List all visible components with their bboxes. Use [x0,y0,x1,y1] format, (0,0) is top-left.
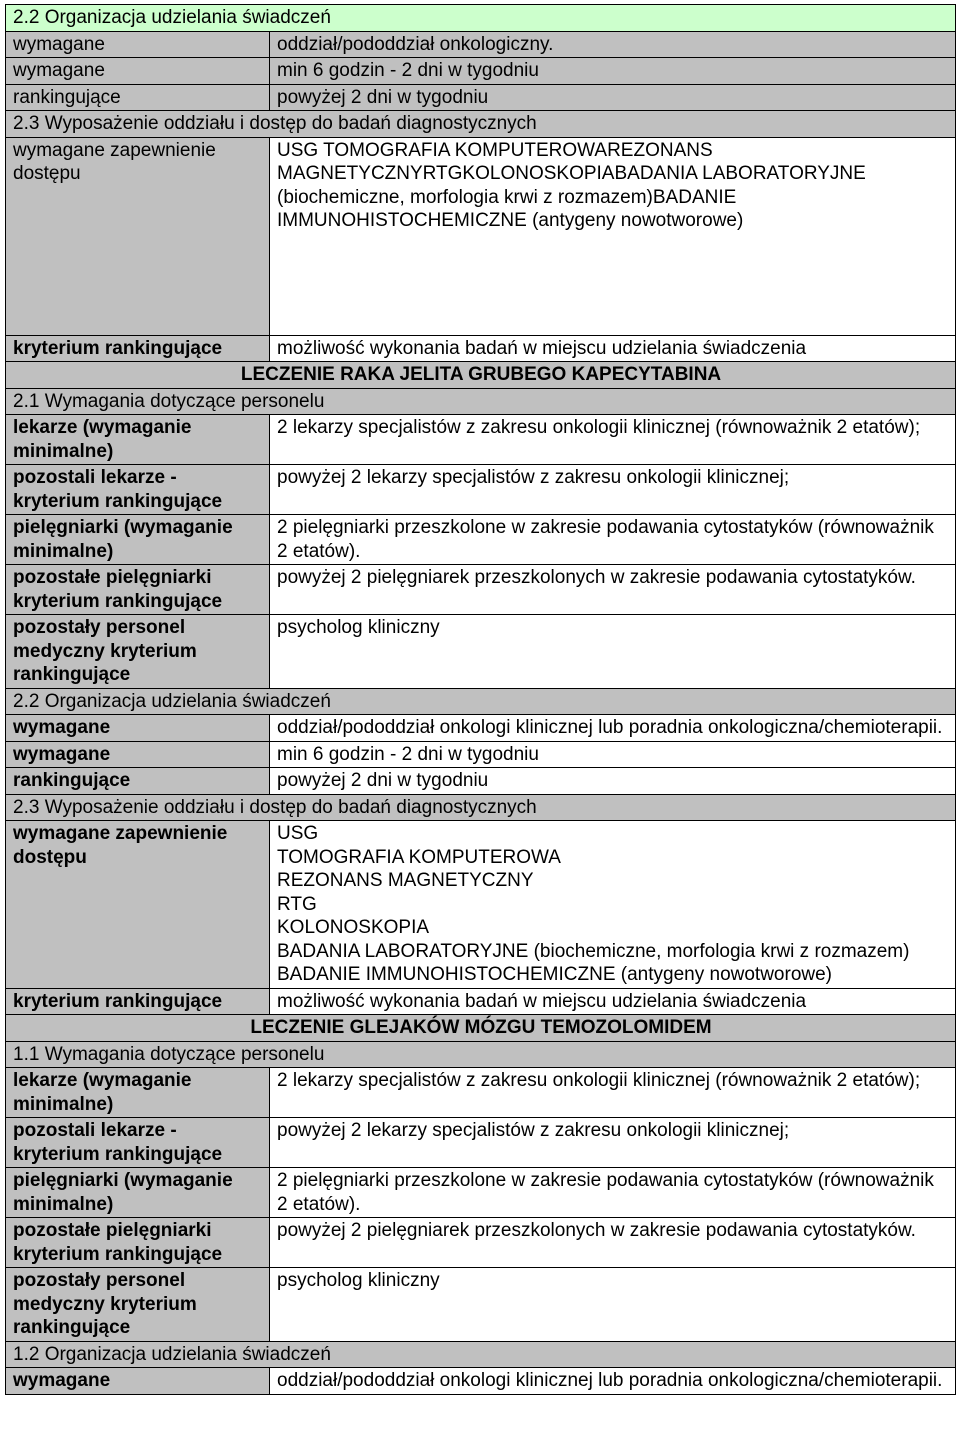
row-label: wymagane [6,1368,270,1395]
table-row [6,615,956,689]
row-label: rankingujące [6,768,270,795]
row-value: powyżej 2 dni w tygodniu [270,84,956,111]
table-row [6,821,956,989]
table-row [6,335,956,362]
row-label: pozostałe pielęgniarki kryterium rankingujące [6,565,270,615]
row-label: wymagane [6,58,270,85]
row-label: pozostali lekarze - kryterium rankingujące [6,465,270,515]
equipment-line: BADANIA LABORATORYJNE (biochemiczne, morfologia krwi z rozmazem) [277,940,910,962]
table-row [6,1218,956,1268]
equipment-list [270,821,956,989]
row-value: psycholog kliniczny [270,1268,956,1342]
table-row [6,1168,956,1218]
title-row [6,1015,956,1042]
row-label: wymagane zapewnienie dostępu [6,137,270,335]
section-heading: 1.1 Wymagania dotyczące personelu [6,1041,956,1068]
table-row [6,565,956,615]
row-label: wymagane zapewnienie dostępu [6,821,270,989]
row-label: wymagane [6,31,270,58]
section-row [6,388,956,415]
table-row [6,1268,956,1342]
equipment-line: USG TOMOGRAFIA KOMPUTEROWAREZONANS [277,139,713,161]
section-heading: 2.1 Wymagania dotyczące personelu [6,388,956,415]
table-row [6,1118,956,1168]
table-row [6,58,956,85]
equipment-line: TOMOGRAFIA KOMPUTEROWA [277,846,561,868]
section-row [6,111,956,138]
section-heading: 2.2 Organizacja udzielania świadczeń [6,688,956,715]
section-row [6,5,956,32]
row-label: lekarze (wymaganie minimalne) [6,415,270,465]
row-label: rankingujące [6,84,270,111]
equipment-line: MAGNETYCZNYRTGKOLONOSKOPIABADANIA LABORATORYJNE [277,163,866,184]
row-value: oddział/pododdział onkologi klinicznej lub poradnia onkologiczna/chemioterapii. [270,1368,956,1395]
row-value: psycholog kliniczny [270,615,956,689]
table-row [6,415,956,465]
row-label: pielęgniarki (wymaganie minimalne) [6,1168,270,1218]
row-label: lekarze (wymaganie minimalne) [6,1068,270,1118]
equipment-line: KOLONOSKOPIA [277,917,430,938]
section-heading: 2.3 Wyposażenie oddziału i dostęp do badań diagnostycznych [6,794,956,821]
treatment-title: LECZENIE RAKA JELITA GRUBEGO KAPECYTABINA [6,362,956,389]
section-heading: 2.2 Organizacja udzielania świadczeń [6,5,956,32]
row-value: powyżej 2 pielęgniarek przeszkolonych w zakresie podawania cytostatyków. [270,1218,956,1268]
row-label: kryterium rankingujące [6,988,270,1015]
row-value: min 6 godzin - 2 dni w tygodniu [270,741,956,768]
row-label: wymagane [6,715,270,742]
equipment-line: REZONANS MAGNETYCZNY [277,870,534,891]
table-row [6,465,956,515]
section-heading: 2.3 Wyposażenie oddziału i dostęp do badań diagnostycznych [6,111,956,138]
equipment-line: BADANIE IMMUNOHISTOCHEMICZNE (antygeny nowotworowe) [277,964,832,985]
table-row [6,1068,956,1118]
equipment-line: (biochemiczne, morfologia krwi z rozmazem)BADANIE [277,186,737,208]
row-value: możliwość wykonania badań w miejscu udzielania świadczenia [270,988,956,1015]
equipment-line: USG [277,823,319,844]
table-row [6,1368,956,1395]
row-value: 2 pielęgniarki przeszkolone w zakresie podawania cytostatyków (równoważnik 2 etatów). [270,515,956,565]
table-row [6,768,956,795]
requirements-table [5,4,956,1395]
equipment-line: IMMUNOHISTOCHEMICZNE (antygeny nowotworowe) [277,210,744,231]
section-row [6,1341,956,1368]
section-row [6,688,956,715]
row-label: pozostali lekarze - kryterium rankingujące [6,1118,270,1168]
row-label: wymagane [6,741,270,768]
equipment-list [270,137,956,335]
row-value: 2 pielęgniarki przeszkolone w zakresie podawania cytostatyków (równoważnik 2 etatów). [270,1168,956,1218]
row-value: powyżej 2 lekarzy specjalistów z zakresu onkologii klinicznej; [270,1118,956,1168]
row-value: możliwość wykonania badań w miejscu udzielania świadczenia [270,335,956,362]
row-value: 2 lekarzy specjalistów z zakresu onkologii klinicznej (równoważnik 2 etatów); [270,415,956,465]
table-row [6,31,956,58]
table-row [6,84,956,111]
table-row [6,137,956,335]
equipment-line: RTG [277,893,317,915]
table-row [6,515,956,565]
row-label: pozostałe pielęgniarki kryterium rankingujące [6,1218,270,1268]
row-value: powyżej 2 dni w tygodniu [270,768,956,795]
row-value: powyżej 2 pielęgniarek przeszkolonych w zakresie podawania cytostatyków. [270,565,956,615]
section-heading: 1.2 Organizacja udzielania świadczeń [6,1341,956,1368]
row-value: oddział/pododdział onkologiczny. [270,31,956,58]
row-label: pozostały personel medyczny kryterium rankingujące [6,615,270,689]
section-row [6,1041,956,1068]
row-value: 2 lekarzy specjalistów z zakresu onkologii klinicznej (równoważnik 2 etatów); [270,1068,956,1118]
table-row [6,988,956,1015]
row-label: pozostały personel medyczny kryterium rankingujące [6,1268,270,1342]
table-row [6,715,956,742]
row-label: pielęgniarki (wymaganie minimalne) [6,515,270,565]
row-value: min 6 godzin - 2 dni w tygodniu [270,58,956,85]
title-row [6,362,956,389]
row-value: powyżej 2 lekarzy specjalistów z zakresu onkologii klinicznej; [270,465,956,515]
row-label: kryterium rankingujące [6,335,270,362]
treatment-title: LECZENIE GLEJAKÓW MÓZGU TEMOZOLOMIDEM [6,1015,956,1042]
row-value: oddział/pododdział onkologi klinicznej lub poradnia onkologiczna/chemioterapii. [270,715,956,742]
table-row [6,741,956,768]
section-row [6,794,956,821]
